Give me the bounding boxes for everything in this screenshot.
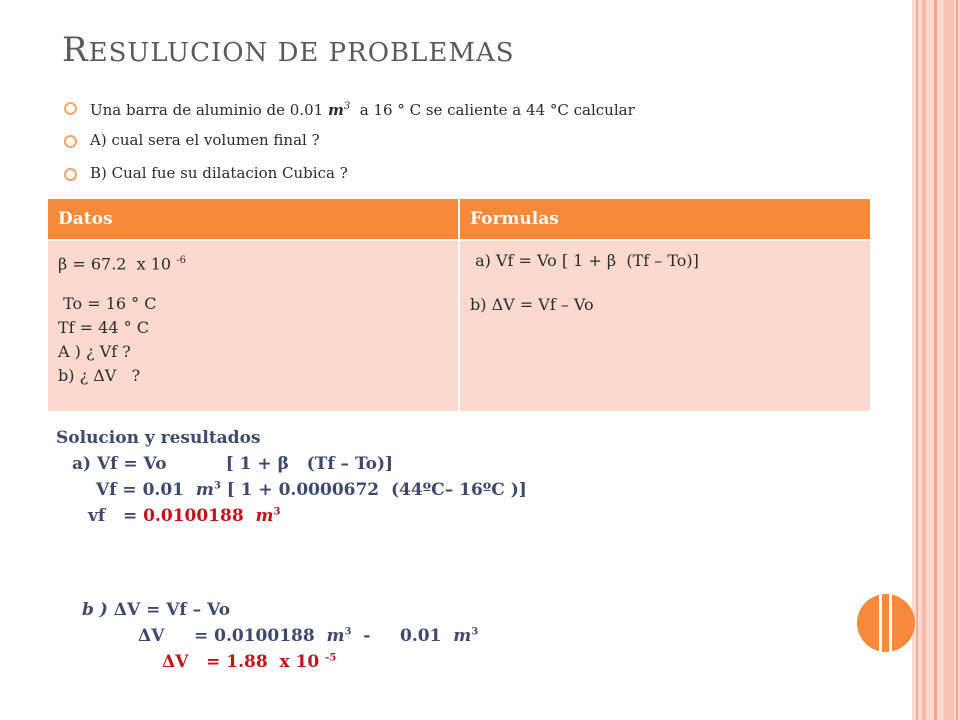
header-formulas: Formulas — [459, 199, 870, 240]
decorative-circle — [857, 594, 915, 652]
solution-a1: a) Vf = Vo [ 1 + β (Tf – To)] — [72, 454, 394, 474]
datos-line: To = 16 ° C — [58, 294, 157, 314]
bullet-icon — [64, 135, 77, 148]
formula-line: b) ΔV = Vf – Vo — [470, 295, 594, 314]
bullet-icon — [64, 102, 77, 115]
decorative-stripes — [912, 0, 960, 720]
data-table — [48, 199, 870, 411]
bullet-list — [64, 96, 635, 195]
decorative-line — [916, 0, 917, 720]
datos-line: A ) ¿ Vf ? — [58, 342, 131, 362]
bullet-item: Una barra de aluminio de 0.01 $m^3$ a 16 ° C se caliente a 44 °C calcular — [64, 96, 635, 129]
bullet-icon — [64, 168, 77, 181]
header-datos: Datos — [48, 199, 459, 240]
datos-line: b) ¿ ΔV ? — [58, 366, 141, 386]
solution-a2: Vf = 0.01 $m^3$ [ 1 + 0.0000672 (44ºC– 16ºC )] — [96, 480, 527, 500]
formula-line: a) Vf = Vo [ 1 + β (Tf – To)] — [470, 251, 699, 270]
beta-line: β = 67.2 x 10 $^{-6}$ — [58, 254, 186, 274]
solution-b1: b ) ΔV = Vf – Vo — [82, 600, 231, 620]
slide-title: RESULUCION DE PROBLEMAS — [62, 30, 515, 70]
solution-b3: ΔV = 1.88 x 10 $^{-5}$ — [162, 652, 337, 672]
bullet-item: B) Cual fue su dilatacion Cubica ? — [64, 162, 635, 195]
solution-a3: vf = 0.0100188 $m^3$ — [88, 506, 281, 526]
datos-line: Tf = 44 ° C — [58, 318, 149, 338]
datos-cell — [48, 240, 459, 411]
bullet-item: A) cual sera el volumen final ? — [64, 129, 635, 162]
solution-heading: Solucion y resultados — [56, 428, 261, 448]
solution-b2: ΔV = 0.0100188 $m^3$ - 0.01 $m^3$ — [138, 626, 479, 646]
formulas-cell — [459, 240, 870, 411]
